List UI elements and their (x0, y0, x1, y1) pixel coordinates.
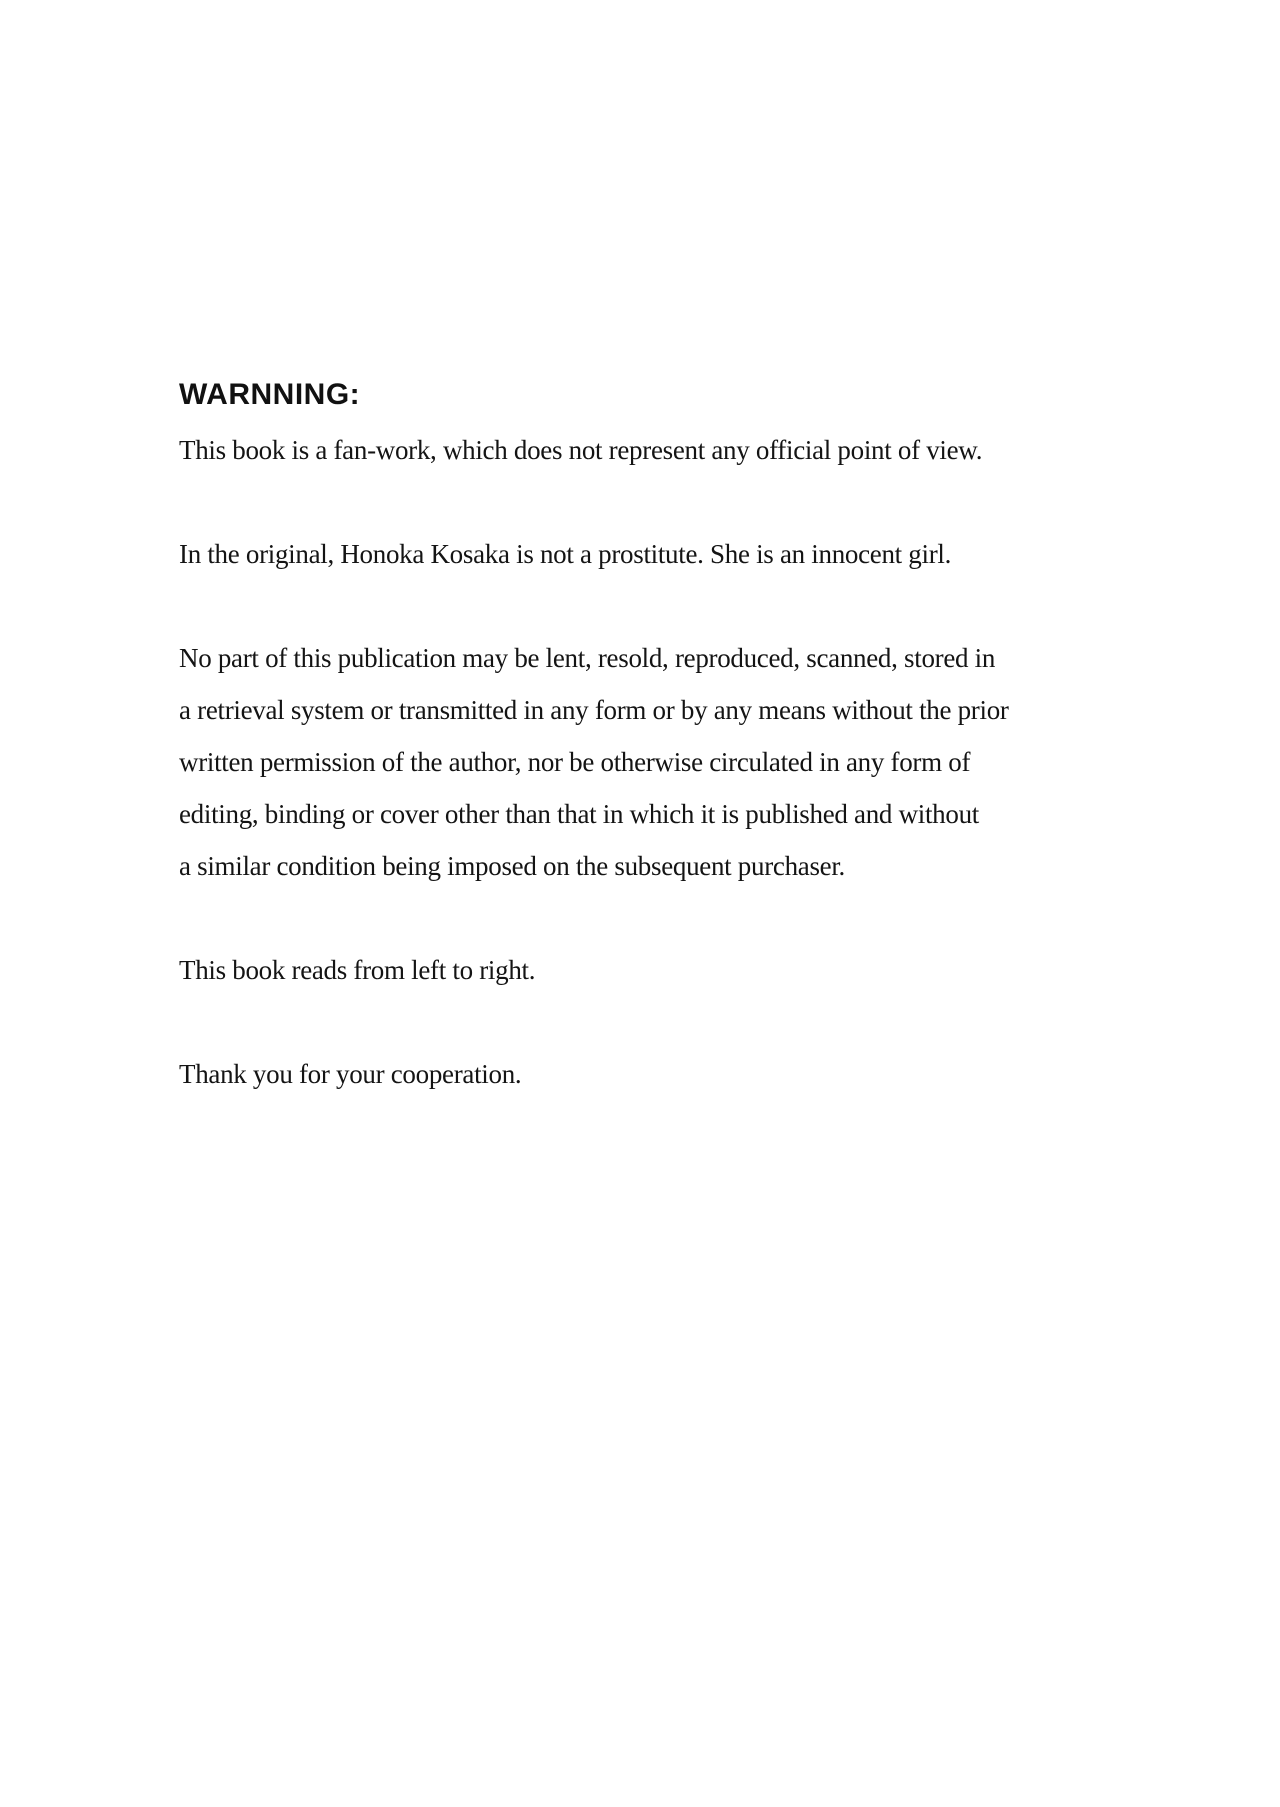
text-line: written permission of the author, nor be otherwise circulated in any form of (179, 747, 971, 777)
text-line: editing, binding or cover other than that in which it is published and without (179, 799, 979, 829)
paragraph-character-disclaimer (179, 528, 1129, 580)
text-line: This book is a fan-work, which does not represent any official point of view. (179, 435, 983, 465)
paragraph-reading-direction (179, 944, 1129, 996)
text-line: In the original, Honoka Kosaka is not a prostitute. She is an innocent girl. (179, 539, 952, 569)
paragraph-fanwork-disclaimer (179, 424, 1129, 476)
text-line: This book reads from left to right. (179, 955, 536, 985)
text-line: a retrieval system or transmitted in any form or by any means without the prior (179, 695, 1009, 725)
warning-notice (179, 376, 1129, 1100)
text-line: a similar condition being imposed on the subsequent purchaser. (179, 851, 846, 881)
paragraph-copyright-notice (179, 632, 1129, 892)
warning-heading: WARNNING: (179, 378, 361, 411)
paragraph-thanks (179, 1048, 1129, 1100)
text-line: Thank you for your cooperation. (179, 1059, 522, 1089)
text-line: No part of this publication may be lent, resold, reproduced, scanned, stored in (179, 643, 996, 673)
